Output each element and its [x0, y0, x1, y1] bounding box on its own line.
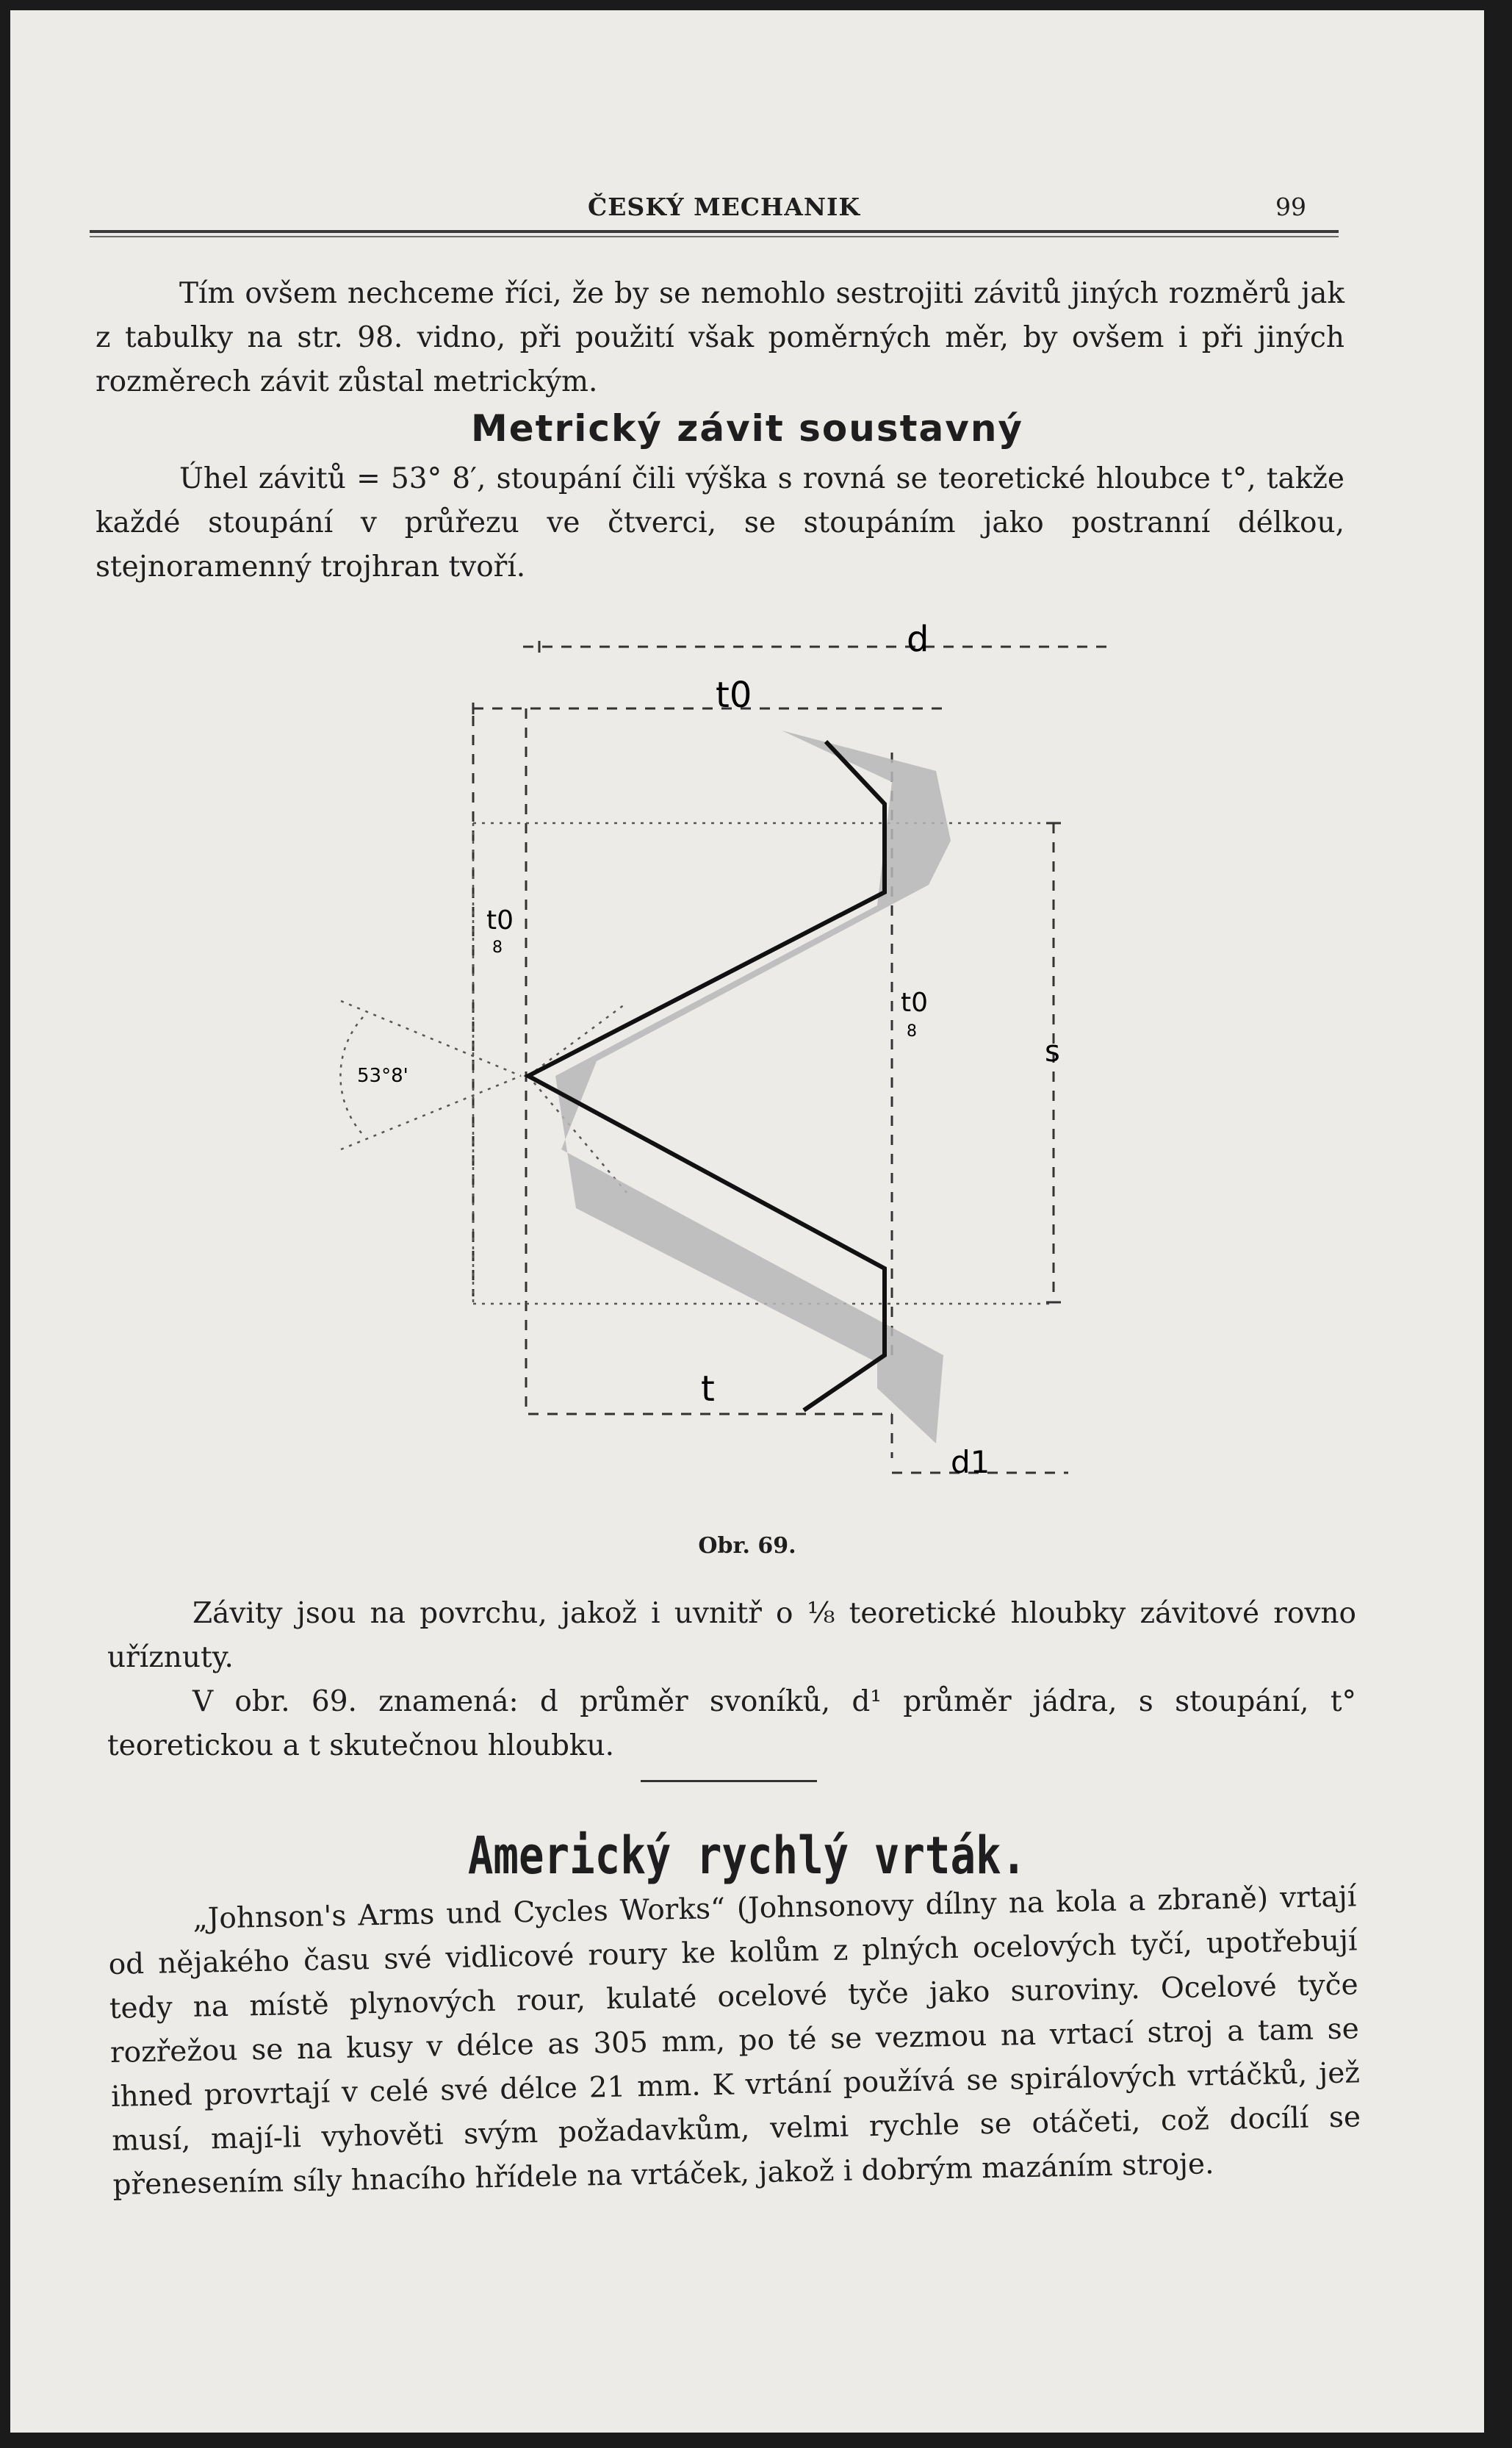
section-heading-metric-thread: Metrický závit soustavný [470, 407, 1024, 450]
figure-caption: Obr. 69. [698, 1533, 796, 1559]
label-t0-eighth-left: t0 [486, 905, 514, 936]
label-s: s [1045, 1035, 1060, 1069]
label-d1: d1 [951, 1444, 990, 1480]
label-t0-eighth-right: t0 [901, 988, 929, 1018]
american-drill-paragraph: „Johnson's Arms und Cycles Works“ (Johnsonovy dílny na kola a zbraně) vrtají od nějakého času své vidlicové roury ke kolům z plných ocelových tyčí, upotřebují tedy na místě plynových rour, kulaté ocelové tyče jako suroviny. Ocelové tyče rozřežou se na kusy v délce as 305 mm, po té se vezmou na vrtací stroj a tam se ihned provrtají v celé své délce 21 mm. K vrtání používá se spirálových vrtáčků, jež musí, mají-li vyhověti svým požadavkům, velmi rychle se otáčeti, což docílí se přenesením síly hnacího hřídele na vrtáček, jakož i dobrým mazáním stroje. [108, 1880, 1361, 2202]
section-separator [641, 1780, 817, 1782]
label-eighth-right: 8 [907, 1022, 917, 1041]
intro-paragraph: Tím ovšem nechceme říci, že by se nemohlo sestrojiti závitů jiných rozměrů jak z tabulky na str. 98. vidno, při použití však poměrných měr, by ovšem i při jiných rozměrech závit zůstal metrickým. [96, 277, 1344, 398]
metric-thread-paragraph: Úhel závitů = 53° 8′, stoupání čili výška s rovná se teoretické hloubce t°, takže každé stoupání v průřezu ve čtverci, se stoupáním jako postranní délkou, stejnoramenný trojhran tvoří. [96, 462, 1344, 584]
label-angle: 53°8' [357, 1065, 408, 1087]
figure-legend-paragraph: V obr. 69. znamená: d průměr svoníků, d¹ průměr jádra, s stoupání, t° teoretickou a t skutečnou hloubku. [107, 1685, 1356, 1762]
header-rule-thin [90, 236, 1339, 237]
label-eighth-left: 8 [492, 938, 503, 957]
flank-extension-bottom [341, 1076, 521, 1149]
book-page [10, 10, 1484, 2433]
thread-profile-figure [319, 620, 1127, 1517]
page-number: 99 [1275, 193, 1306, 221]
running-title: ČESKÝ MECHANIK [588, 193, 861, 221]
label-t0: t0 [716, 675, 752, 716]
label-d: d [907, 620, 929, 660]
threads-cut-paragraph: Závity jsou na povrchu, jakož i uvnitř o ⅛ teoretické hloubky závitové rovno uříznuty. [107, 1597, 1356, 1674]
label-t: t [701, 1368, 715, 1410]
section-heading-american-drill: Americký rychlý vrták. [467, 1826, 1027, 1886]
header-rule [90, 230, 1339, 233]
